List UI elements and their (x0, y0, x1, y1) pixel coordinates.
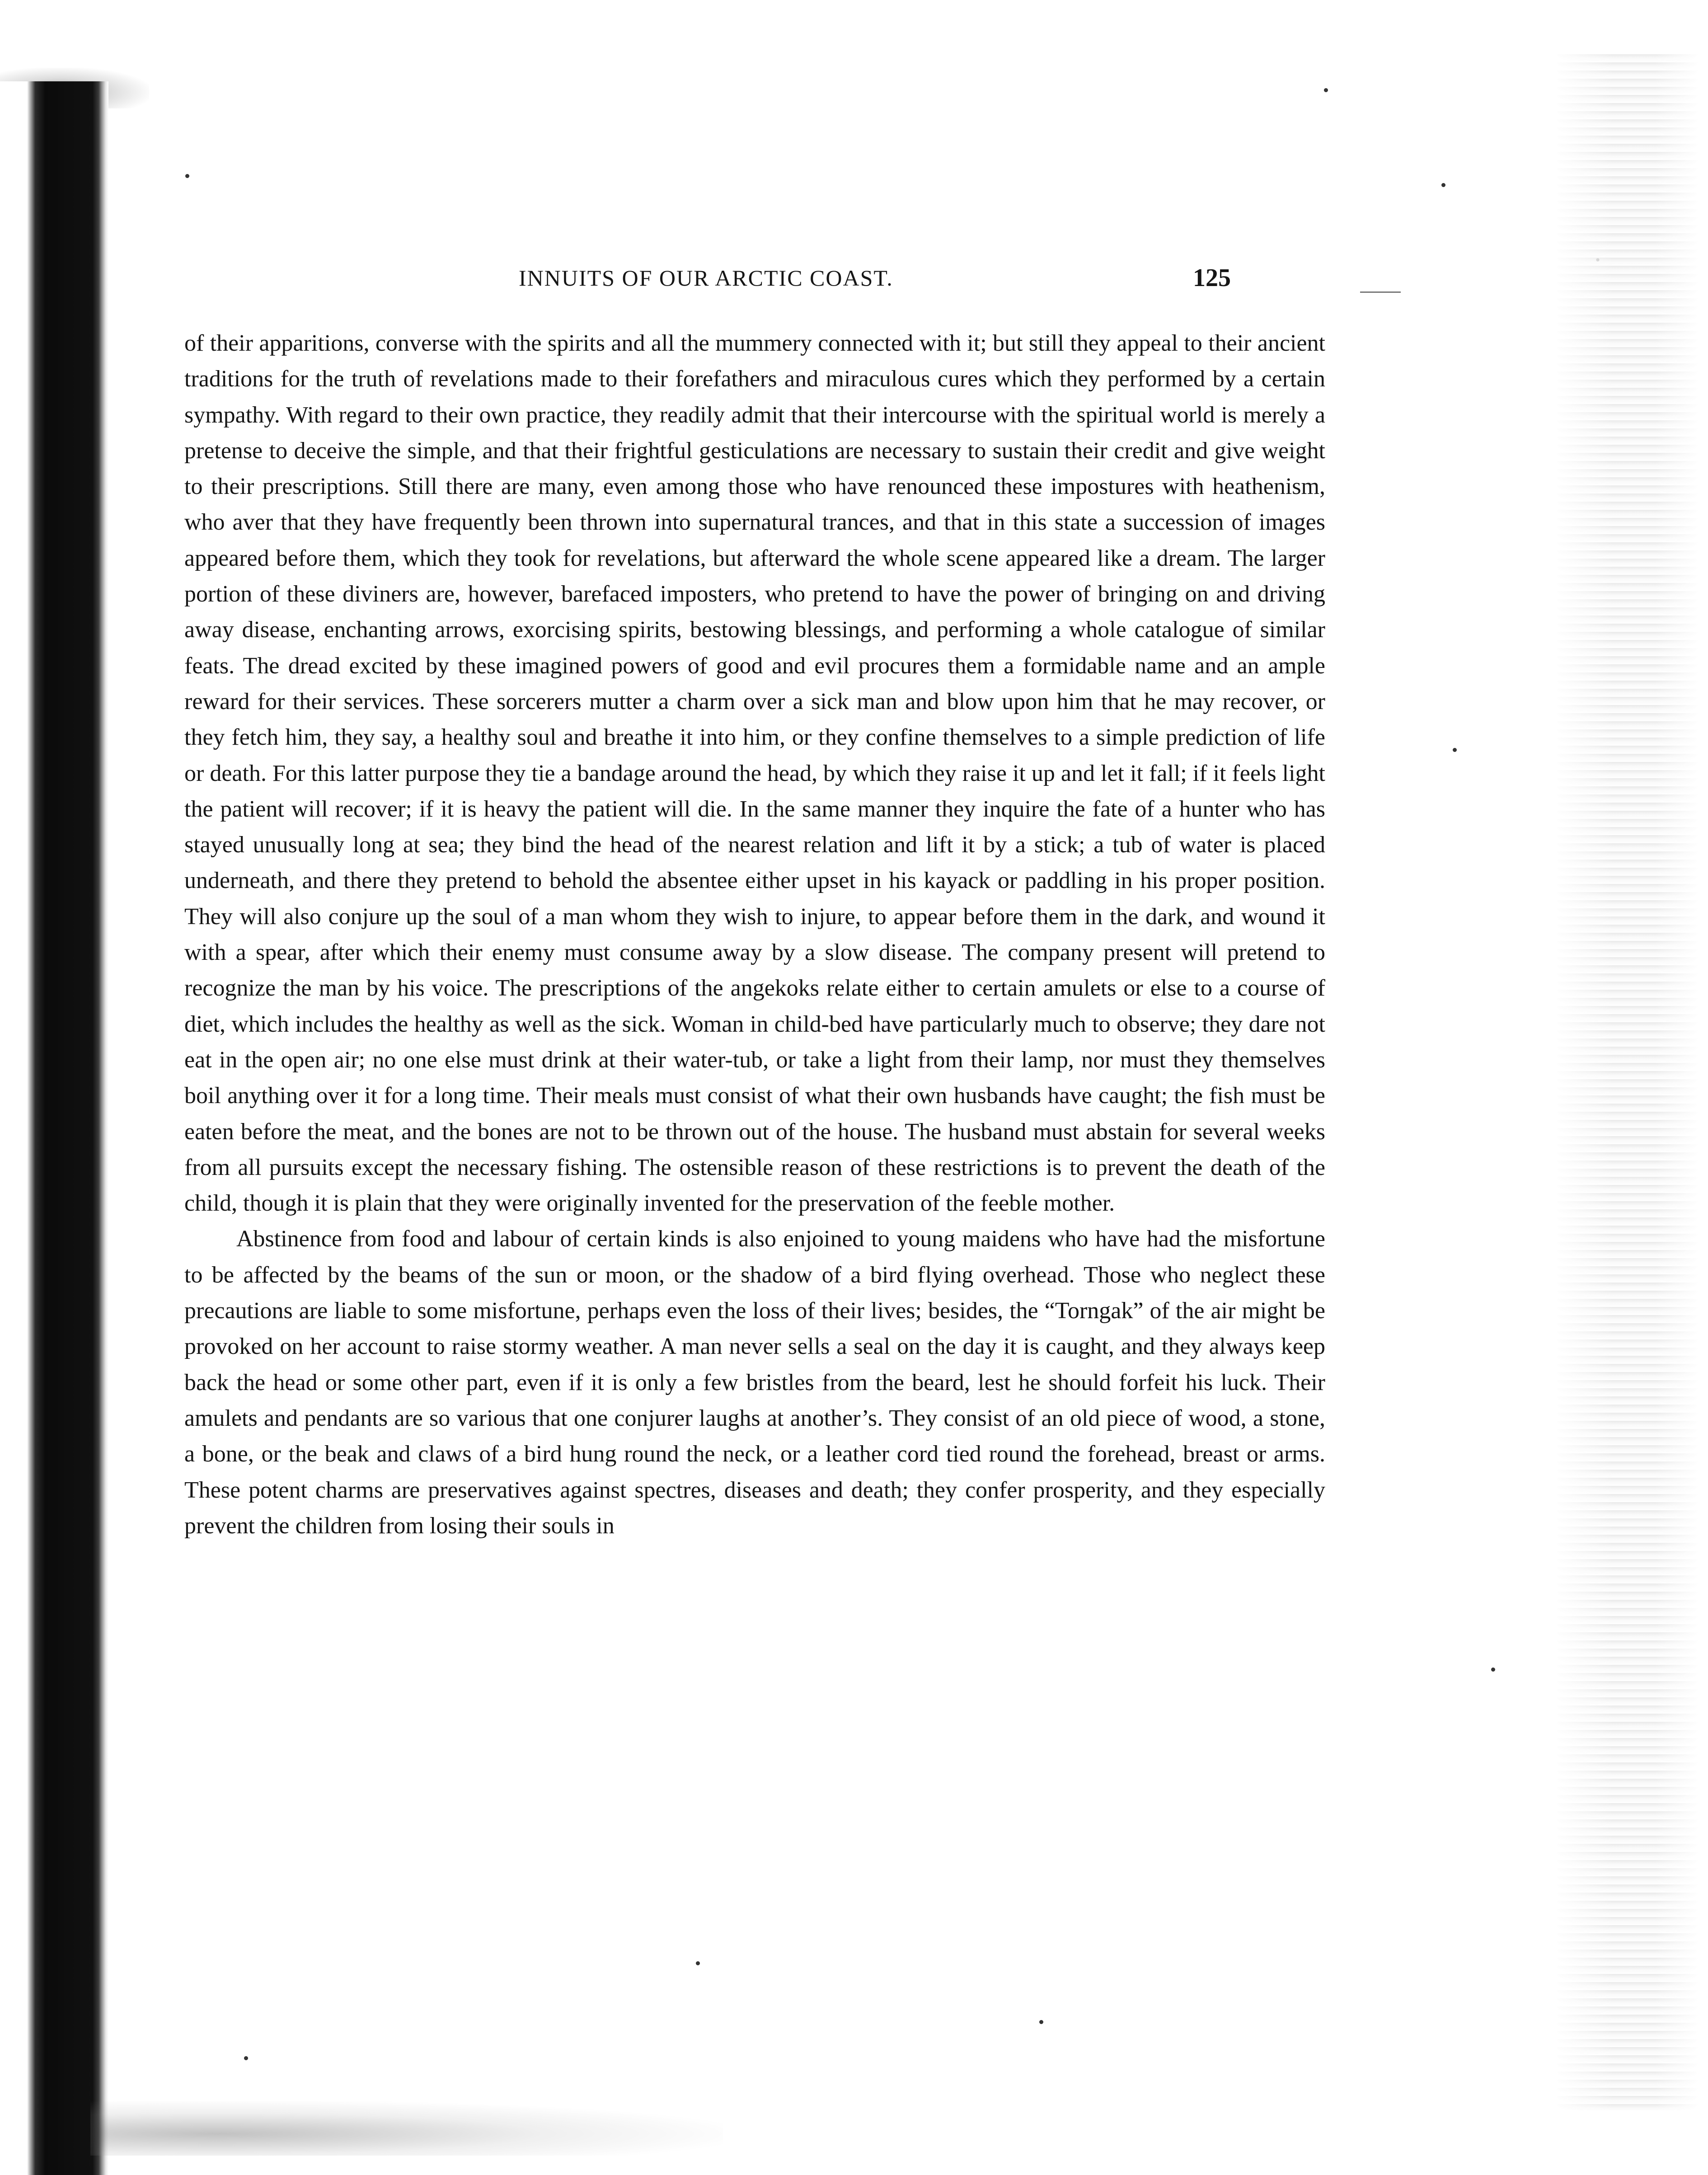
scan-speck (1039, 2020, 1043, 2024)
paragraph: Abstinence from food and labour of certain kinds is also enjoined to young maidens who have had the misfortune to be affected by the beams of the sun or moon, or the shadow of a bird flying overhead. Those who neglect these precautions are liable to some misfortune, perhaps even the loss of their lives; besides, the “Torngak” of the air might be provoked on her account to raise stormy weather. A man never sells a seal on the day it is caught, and they always keep back the head or some other part, even if it is only a few bristles from the beard, lest he should forfeit his luck. Their amulets and pendants are so various that one conjurer laughs at another’s. They consist of an old piece of wood, a stone, a bone, or the beak and claws of a bird hung round the neck, or a leather cord tied round the forehead, breast or arms. These potent charms are preservatives against spectres, diseases and death; they confer prosperity, and they especially prevent the children from losing their souls in (184, 1226, 1325, 1539)
binding-edge (0, 81, 108, 2175)
scan-speck (1324, 88, 1328, 92)
page-header (181, 260, 1337, 296)
body-text (184, 325, 1325, 1544)
scan-speck (1441, 183, 1445, 187)
binding-shadow-bottom (90, 2101, 723, 2156)
paragraph: of their apparitions, converse with the spirits and all the mummery connected with it; but still they appeal to their ancient traditions for the truth of revelations made to their forefathers and miraculous cures which they performed by a certain sympathy. With regard to their own practice, they readily admit that their intercourse with the spiritual world is merely a pretense to deceive the simple, and that their frightful gesticulations are necessary to sustain their credit and give weight to their prescriptions. Still there are many, even among those who have renounced these impostures with heathenism, who aver that they have frequently been thrown into supernatural trances, and that in this state a succession of images appeared before them, which they took for revelations, but afterward the whole scene appeared like a dream. The larger portion of these diviners are, however, barefaced imposters, who pretend to have the power of bringing on and driving away disease, enchanting arrows, exorcising spirits, bestowing blessings, and performing a whole catalogue of similar feats. The dread excited by these imagined powers of good and evil procures them a formidable name and an ample reward for their services. These sorcerers mutter a charm over a sick man and blow upon him that he may recover, or they fetch him, they say, a healthy soul and breathe it into him, or they confine themselves to a simple prediction of life or death. For this latter purpose they tie a bandage around the head, by which they raise it up and let it fall; if it feels light the patient will recover; if it is heavy the patient will die. In the same manner they inquire the fate of a hunter who has stayed unusually long at sea; they bind the head of the nearest relation and lift it by a stick; a tub of water is placed underneath, and there they pretend to behold the absentee either upset in his kayack or paddling in his proper position. They will also conjure up the soul of a man whom they wish to injure, to appear before them in the dark, and wound it with a spear, after which their enemy must consume away by a slow disease. The company present will pretend to recognize the man by his voice. The prescriptions of the angekoks relate either to certain amulets or else to a course of diet, which includes the healthy as well as the sick. Woman in child-bed have particularly much to observe; they dare not eat in the open air; no one else must drink at their water-tub, or take a light from their lamp, nor must they themselves boil anything over it for a long time. Their meals must consist of what their own husbands have caught; the fish must be eaten before the meat, and the bones are not to be thrown out of the house. The husband must abstain for several weeks from all pursuits except the necessary fishing. The ostensible reason of these restrictions is to prevent the death of the child, though it is plain that they were originally invented for the preservation of the feeble mother. (184, 330, 1325, 1217)
scan-speck (1491, 1668, 1495, 1672)
scan-speck (244, 2056, 248, 2060)
scan-speck (185, 174, 189, 178)
header-rule (1360, 291, 1401, 293)
scan-speck (1453, 748, 1457, 752)
scan-edge-noise (1554, 54, 1699, 2110)
running-title: INNUITS OF OUR ARCTIC COAST. (519, 265, 893, 291)
scan-speck (696, 1961, 700, 1965)
page-number: 125 (1193, 264, 1231, 292)
